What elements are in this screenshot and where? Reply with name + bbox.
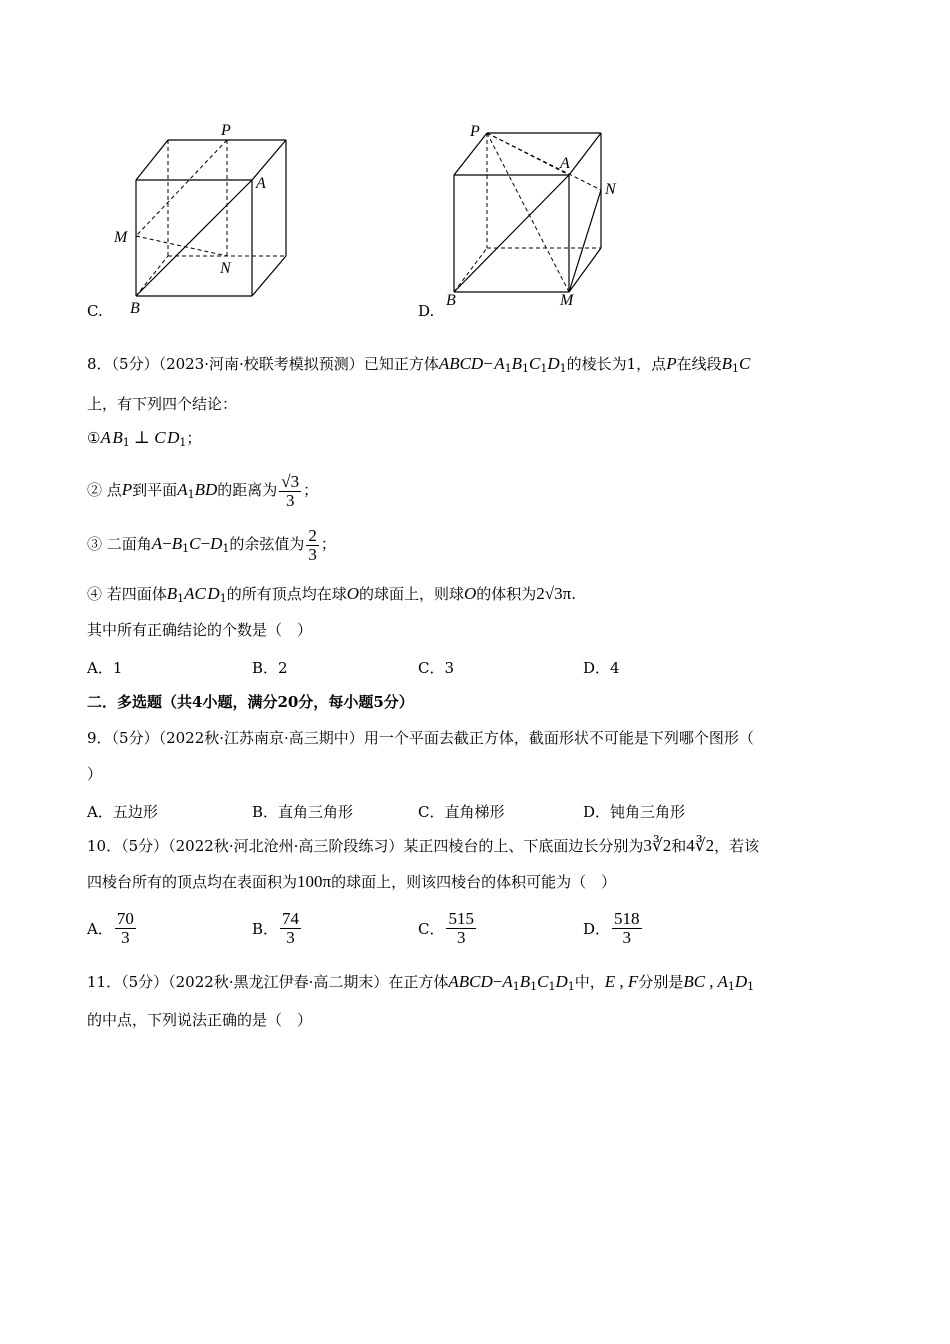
q10-option-a[interactable]: A． $\frac{70}{3}$ [87, 909, 134, 947]
q10-stem-line2: 四棱台所有的顶点均在表面积为100π的球面上，则该四棱台的体积可能为（ ） [87, 872, 617, 891]
figure-d-option-label: D. [418, 302, 435, 320]
q10-option-c[interactable]: C． $\frac{515}{3}$ [418, 909, 474, 947]
fig-d-label-m: M [560, 292, 574, 309]
q11-stem-line2: 的中点，下列说法正确的是（ ） [87, 1011, 313, 1029]
figure-c-option-label: C. [87, 302, 103, 320]
q11-stem: 11．（5分）（2022秋·黑龙江伊春·高二期末）在正方体$ABCD-A_1B_1C_1D_1$中，E , F分别是BC , $A_1D_1$ [87, 972, 755, 993]
fig-c-label-p: P [221, 122, 231, 139]
q8-stem-line2: 上，有下列四个结论： [87, 395, 238, 413]
fig-c-label-a: A [256, 175, 266, 192]
q8-option-b[interactable]: B．2 [252, 659, 288, 677]
q8-s3-fraction: $\frac{2}{3}$ [308, 525, 317, 564]
fig-d-label-a: A [560, 155, 570, 172]
q10-stem: 10．（5分）（2022秋·河北沧州·高三阶段练习）某正四棱台的上、下底面边长分别为3∛2和4∛2，若该 [87, 836, 760, 855]
figure-d-cube [440, 118, 630, 318]
fig-c-label-n: N [220, 260, 231, 277]
q8-option-c[interactable]: C．3 [418, 659, 455, 677]
q8-question: 其中所有正确结论的个数是（ ） [87, 621, 313, 639]
fig-d-label-n: N [605, 181, 616, 198]
q8-statement-2: ② 点P到平面$A_1BD$的距离为 $\frac{√3}{3}$ ； [87, 471, 319, 510]
q8-statement-3: ③ 二面角$A-B_1C-D_1$的余弦值为 $\frac{2}{3}$ ； [87, 525, 336, 564]
q10-option-b[interactable]: B． $\frac{74}{3}$ [252, 909, 300, 947]
q8-option-a[interactable]: A．1 [87, 659, 123, 677]
fig-d-label-b: B [446, 292, 456, 309]
fig-c-label-b: B [130, 300, 140, 317]
q9-option-d[interactable]: D．钝角三角形 [583, 803, 686, 821]
fig-c-label-m: M [114, 229, 128, 246]
figure-c-cube [110, 118, 310, 318]
q9-option-b[interactable]: B．直角三角形 [252, 803, 354, 821]
fig-d-label-p: P [470, 123, 480, 140]
q8-statement-4: ④ 若四面体$B_1AC$ $D_1$的所有顶点均在球O的球面上，则球O的体积为2√3π. [87, 584, 577, 605]
q9-stem-line2: ） [87, 765, 103, 783]
section-2-heading: 二．多选题（共4小题，满分20分，每小题5分） [87, 693, 414, 711]
q10-option-d[interactable]: D． $\frac{518}{3}$ [583, 909, 640, 947]
q9-option-a[interactable]: A．五边形 [87, 803, 158, 821]
q9-option-c[interactable]: C．直角梯形 [418, 803, 505, 821]
q8-option-d[interactable]: D．4 [583, 659, 620, 677]
q8-stem: 8．（5分）（2023·河南·校联考模拟预测）已知正方体ABCD− $A_1B_1C_1D_1$的棱长为1，点P在线段$B_1C$ [87, 354, 751, 375]
q8-s2-fraction: $\frac{√3}{3}$ [281, 471, 300, 510]
q9-stem: 9．（5分）（2022秋·江苏南京·高三期中）用一个平面去截正方体，截面形状不可能是下列哪个图形（ [87, 729, 754, 747]
q8-statement-1: ①A $B_1$ ⊥ C $D_1$； [87, 428, 202, 449]
